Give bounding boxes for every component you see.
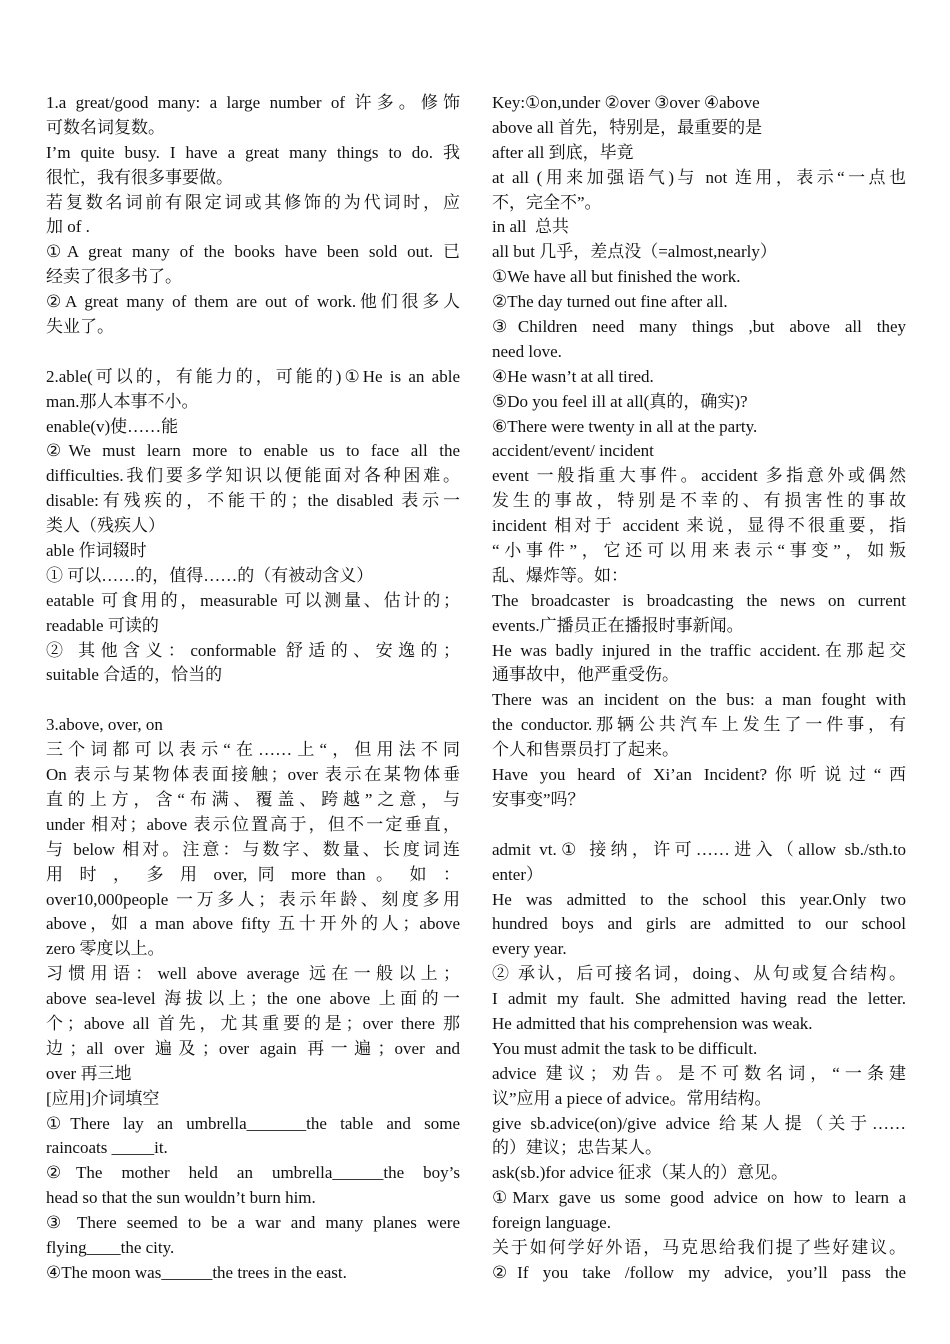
text-line: “小事件”，它还可以用来表示“事变”，如叛: [492, 541, 906, 561]
text-line: over 再三地: [46, 1063, 132, 1083]
text-line: the conductor.那辆公共汽车上发生了一件事，有: [492, 715, 906, 735]
text-line: 三个词都可以表示“在……上“，但用法不同: [46, 740, 460, 760]
text-line: man.那人本事不小。: [46, 391, 199, 411]
text-line: head so that the sun wouldn’t burn him.: [46, 1188, 316, 1208]
text-line: difficulties.我们要多学知识以便能面对各种困难。: [46, 466, 460, 486]
text-line: above all 首先，特别是，最重要的是: [492, 117, 763, 137]
text-line: flying____the city.: [46, 1237, 175, 1257]
text-line: 个；above all 首先，尤其重要的是；over there 那: [46, 1013, 460, 1033]
text-line: above，如 a man above fifty 五十开外的人；above: [46, 914, 460, 934]
text-line: readable 可读的: [46, 615, 159, 635]
text-line: [应用]介词填空: [46, 1088, 160, 1108]
text-line: ② 承认，后可接名词，doing、从句或复合结构。: [492, 964, 906, 984]
text-line: 若复数名词前有限定词或其修饰的为代词时，应: [46, 192, 460, 212]
text-line: in all 总共: [492, 217, 569, 237]
text-line: 安事变”吗？: [492, 789, 585, 809]
text-line: advice 建议；劝告。是不可数名词，“一条建: [492, 1063, 906, 1083]
text-line: 乱、爆炸等。如：: [492, 565, 628, 585]
text-line: events.广播员正在播报时事新闻。: [492, 615, 744, 635]
text-line: He was admitted to the school this year.Only two: [492, 889, 906, 909]
text-line: enter）: [492, 864, 543, 884]
text-line: ① 可以……的，值得……的（有被动含义）: [46, 565, 374, 585]
text-line: 通事故中，他严重受伤。: [492, 665, 679, 685]
text-line: He was badly injured in the traffic accident.在那起交: [492, 640, 906, 660]
text-line: 个人和售票员打了起来。: [492, 740, 679, 760]
text-line: 与 below 相对。注意：与数字、数量、长度词连: [46, 839, 460, 859]
text-line: 议”应用 a piece of advice。常用结构。: [492, 1088, 772, 1108]
text-line: I’m quite busy. I have a great many things to do. 我: [46, 142, 460, 162]
text-line: enable(v)使……能: [46, 416, 179, 436]
text-line: 类人（残疾人）: [46, 516, 165, 536]
text-line: ②If you take /follow my advice, you’ll pass the: [492, 1262, 906, 1282]
text-line: Have you heard of Xi’an Incident?你听说过“西: [492, 765, 906, 785]
text-line: able 作词辍时: [46, 541, 147, 561]
text-line: incident 相对于 accident 来说，显得不很重要，指: [492, 516, 906, 536]
text-line: above sea-level 海拔以上；the one above 上面的一: [46, 989, 460, 1009]
text-line: ①We have all but finished the work.: [492, 267, 741, 287]
text-line: I admit my fault. She admitted having read the letter.: [492, 989, 906, 1009]
text-line: ⑥There were twenty in all at the party.: [492, 416, 758, 436]
text-line: zero 零度以上。: [46, 939, 165, 959]
text-line: suitable 合适的，恰当的: [46, 665, 223, 685]
right-text-column: [492, 91, 906, 1286]
text-line: There was an incident on the bus: a man fought with: [492, 690, 906, 710]
text-line: 很忙，我有很多事要做。: [46, 167, 233, 187]
text-line: accident/event/ incident: [492, 441, 654, 461]
text-line: On 表示与某物体表面接触；over 表示在某物体垂: [46, 765, 460, 785]
text-line: event 一般指重大事件。accident 多指意外或偶然: [492, 466, 906, 486]
text-line: 失业了。: [46, 317, 114, 337]
text-line: 直的上方，含“布满、覆盖、跨越”之意，与: [46, 789, 460, 809]
text-line: ②The day turned out fine after all.: [492, 292, 728, 312]
text-line: 1.a great/good many: a large number of 许多。修饰: [46, 93, 460, 112]
paragraph-gap: [46, 340, 460, 365]
text-line: ask(sb.)for advice 征求（某人的）意见。: [492, 1163, 789, 1183]
text-line: ②We must learn more to enable us to face all the: [46, 441, 460, 461]
text-line: ⑤Do you feel ill at all(真的，确实)?: [492, 391, 748, 411]
text-line: disable:有残疾的，不能干的；the disabled 表示一: [46, 491, 460, 511]
text-line: all but 几乎，差点没（=almost,nearly）: [492, 242, 777, 262]
text-line: ③ There seemed to be a war and many planes were: [46, 1213, 460, 1233]
text-line: 不，完全不”。: [492, 192, 602, 212]
text-line: foreign language.: [492, 1213, 611, 1233]
text-line: 发生的事故，特别是不幸的、有损害性的事故: [492, 491, 906, 511]
text-line: raincoats _____it.: [46, 1138, 168, 1158]
text-line: hundred boys and girls are admitted to our school: [492, 914, 906, 934]
text-line: 经卖了很多书了。: [46, 267, 182, 287]
text-line: 3.above, over, on: [46, 715, 163, 735]
text-line: ④He wasn’t at all tired.: [492, 366, 654, 386]
text-line: Key:①on,under ②over ③over ④above: [492, 93, 760, 112]
text-line: under 相对；above 表示位置高于，但不一定垂直，: [46, 814, 460, 834]
left-text-column: [46, 91, 460, 1286]
text-line: ②A great many of them are out of work.他们很多人: [46, 292, 460, 312]
text-line: You must admit the task to be difficult.: [492, 1038, 758, 1058]
text-line: give sb.advice(on)/give advice 给某人提（关于……: [492, 1113, 906, 1133]
text-line: every year.: [492, 939, 567, 959]
text-line: 用 时 ， 多 用 over, 同 more than 。 如 ：: [46, 864, 460, 884]
text-line: after all 到底，毕竟: [492, 142, 634, 162]
paragraph-gap: [492, 813, 906, 838]
text-line: over10,000people 一万多人；表示年龄、刻度多用: [46, 889, 460, 909]
text-line: 边；all over 遍及；over again 再一遍；over and: [46, 1038, 460, 1058]
text-line: 习惯用语：well above average 远在一般以上；: [46, 964, 460, 984]
text-line: ①A great many of the books have been sold out. 已: [46, 242, 460, 262]
text-line: at all (用来加强语气)与 not 连用，表示“一点也: [492, 167, 906, 187]
text-line: 加 of .: [46, 217, 90, 237]
text-line: ④The moon was______the trees in the east.: [46, 1262, 347, 1282]
text-line: ①There lay an umbrella_______the table and some: [46, 1113, 460, 1133]
text-line: 关于如何学好外语，马克思给我们提了些好建议。: [492, 1237, 906, 1257]
text-line: 2.able(可以的，有能力的，可能的)①He is an able: [46, 366, 460, 386]
text-line: He admitted that his comprehension was weak.: [492, 1013, 813, 1033]
text-line: ② 其他含义：conformable 舒适的、安逸的；: [46, 640, 460, 660]
text-line: admit vt.① 接纳，许可……进入（allow sb./sth.to: [492, 839, 906, 859]
paragraph-gap: [46, 688, 460, 713]
text-line: ②The mother held an umbrella______the boy’s: [46, 1163, 460, 1183]
text-line: eatable 可食用的，measurable 可以测量、估计的；: [46, 590, 460, 610]
text-line: 可数名词复数。: [46, 117, 165, 137]
text-line: The broadcaster is broadcasting the news on current: [492, 590, 906, 610]
text-line: ③Children need many things ,but above all they: [492, 317, 906, 337]
text-line: 的）建议；忠告某人。: [492, 1138, 662, 1158]
text-line: ①Marx gave us some good advice on how to learn a: [492, 1188, 906, 1208]
text-line: need love.: [492, 341, 562, 361]
